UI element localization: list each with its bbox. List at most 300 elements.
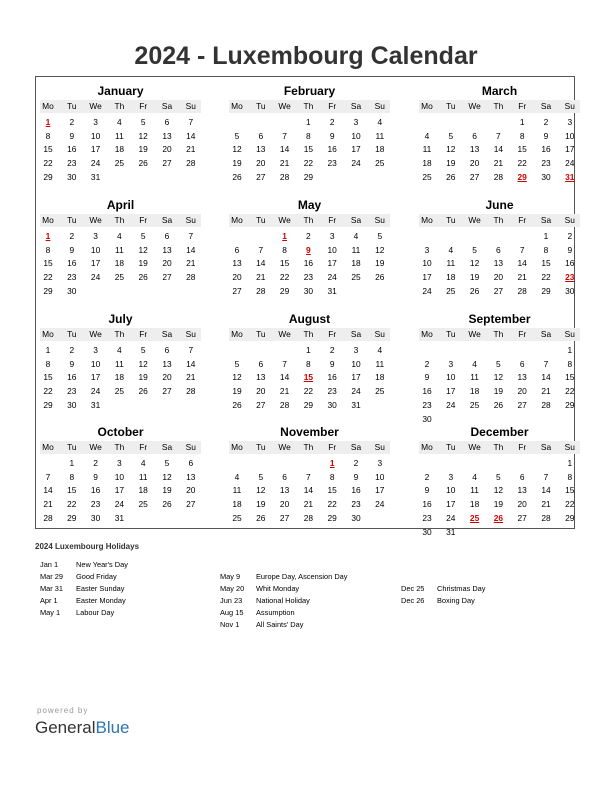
day-cell: 15 [67, 485, 77, 496]
day-cell: 29 [279, 285, 290, 296]
day-cell: 2 [329, 117, 335, 127]
day-cell: 17 [422, 272, 432, 283]
day-cell: 5 [140, 117, 146, 127]
day-cell: 14 [279, 372, 290, 383]
weekday-label: Fr [139, 101, 148, 111]
day-cell: 5 [496, 358, 501, 369]
weekday-label: Su [564, 329, 575, 339]
day-cell: 17 [446, 499, 456, 510]
day-cell: 7 [282, 358, 287, 369]
weekday-label: Fr [328, 329, 337, 339]
day-cell: 2 [424, 358, 430, 369]
weekday-label: Sa [350, 101, 362, 111]
day-cell: 2 [567, 231, 573, 241]
day-cell: 17 [114, 485, 125, 496]
day-cell: 19 [446, 158, 456, 169]
day-cell: 11 [351, 244, 361, 255]
month-name: October [97, 425, 144, 439]
holiday-name: Easter Sunday [76, 584, 125, 593]
day-cell: 28 [256, 285, 266, 296]
day-cell: 25 [446, 285, 456, 296]
day-cell: 23 [422, 512, 432, 523]
day-cell: 24 [90, 386, 101, 397]
weekday-label: Sa [350, 215, 362, 225]
day-cell: 15 [43, 258, 53, 269]
day-cell: 19 [469, 272, 480, 283]
day-cell: 6 [234, 244, 240, 255]
day-cell: 23 [67, 272, 77, 283]
weekday-label: Fr [139, 442, 148, 452]
day-cell: 21 [517, 272, 527, 283]
day-cell: 3 [448, 358, 454, 369]
day-cell: 11 [232, 485, 242, 496]
day-cell: 2 [306, 231, 311, 241]
day-cell: 4 [472, 358, 477, 369]
month-april [40, 191, 201, 304]
weekday-label: Mo [42, 101, 54, 111]
day-cell: 24 [327, 272, 337, 283]
weekday-label: Sa [161, 101, 173, 111]
weekday-label: Mo [421, 101, 433, 111]
day-cell: 16 [565, 258, 575, 269]
holiday-name: Boxing Day [437, 596, 475, 605]
day-cell: 31 [90, 399, 101, 410]
day-cell: 17 [375, 485, 385, 496]
day-cell: 26 [232, 399, 242, 410]
day-cell: 29 [541, 285, 551, 296]
day-cell: 26 [446, 171, 456, 182]
weekday-label: Su [374, 442, 385, 452]
weekday-label: Tu [256, 442, 266, 452]
day-cell: 30 [422, 526, 432, 537]
day-cell: 9 [424, 372, 430, 383]
weekday-label: We [468, 329, 481, 339]
day-cell: 22 [43, 386, 53, 397]
day-cell: 3 [93, 345, 98, 355]
day-cell: 26 [138, 272, 148, 283]
day-cell: 23 [327, 158, 337, 169]
weekday-label: Fr [328, 215, 337, 225]
day-cell: 14 [303, 485, 314, 496]
weekday-label: Th [114, 442, 125, 452]
day-cell: 28 [541, 399, 551, 410]
weekday-label: Sa [540, 215, 552, 225]
day-cell: 10 [565, 130, 575, 141]
day-cell: 12 [162, 471, 172, 482]
day-cell: 5 [258, 471, 264, 482]
weekday-label: Mo [421, 215, 433, 225]
day-cell: 9 [69, 244, 75, 255]
day-cell: 22 [279, 272, 290, 283]
day-cell: 2 [543, 117, 549, 127]
weekday-label: Sa [350, 329, 362, 339]
day-cell: 6 [164, 117, 170, 127]
day-cell: 26 [138, 158, 148, 169]
day-cell: 14 [186, 130, 196, 141]
day-cell: 7 [306, 471, 311, 482]
weekday-label: Mo [231, 329, 243, 339]
day-cell: 15 [565, 372, 575, 383]
day-cell: 29 [43, 171, 53, 182]
holiday-name: Assumption [256, 608, 295, 617]
day-cell: 21 [186, 144, 196, 155]
day-cell: 10 [422, 258, 432, 269]
day-cell: 25 [469, 399, 480, 410]
day-cell: 21 [279, 158, 290, 169]
day-cell: 23 [422, 399, 432, 410]
day-cell: 27 [232, 285, 242, 296]
month-september [419, 305, 580, 424]
month-name: November [280, 425, 339, 439]
day-cell: 4 [448, 244, 454, 255]
day-cell: 20 [279, 499, 290, 510]
day-cell: 9 [93, 471, 98, 482]
day-cell: 29 [43, 285, 53, 296]
day-cell: 6 [258, 130, 264, 141]
weekday-label: Fr [518, 215, 527, 225]
day-cell: 23 [351, 499, 361, 510]
day-cell: 28 [303, 512, 314, 523]
day-cell: 23 [67, 386, 77, 397]
day-cell: 5 [377, 231, 383, 241]
weekday-label: Th [303, 329, 314, 339]
day-cell: 23 [541, 158, 551, 169]
day-cell: 21 [541, 386, 551, 397]
day-cell: 1 [45, 345, 51, 355]
holiday-name: New Year's Day [76, 560, 128, 569]
day-cell: 28 [493, 171, 504, 182]
day-cell: 10 [327, 244, 337, 255]
day-cell: 8 [45, 358, 51, 369]
day-cell: 28 [279, 171, 290, 182]
weekday-label: Fr [518, 442, 527, 452]
day-cell: 29 [303, 399, 314, 410]
weekday-label: Fr [328, 442, 337, 452]
day-cell: 6 [258, 358, 264, 369]
day-cell: 11 [138, 471, 148, 482]
day-cell: 30 [541, 171, 551, 182]
day-cell: 10 [446, 485, 456, 496]
day-cell: 27 [517, 512, 527, 523]
day-cell: 15 [565, 485, 575, 496]
month-june [419, 191, 580, 304]
day-cell: 16 [90, 485, 101, 496]
day-cell: 30 [67, 171, 77, 182]
holiday-day-cell: 23 [565, 272, 575, 283]
day-cell: 8 [567, 471, 573, 482]
day-cell: 9 [69, 130, 75, 141]
day-cell: 10 [351, 358, 361, 369]
day-cell: 26 [493, 399, 504, 410]
day-cell: 20 [162, 372, 172, 383]
day-cell: 4 [117, 231, 122, 241]
day-cell: 2 [93, 458, 98, 468]
day-cell: 18 [114, 144, 125, 155]
weekday-label: Su [374, 101, 385, 111]
day-cell: 13 [232, 258, 242, 269]
day-cell: 3 [353, 345, 359, 355]
day-cell: 16 [422, 499, 432, 510]
day-cell: 8 [519, 130, 525, 141]
day-cell: 3 [448, 471, 454, 482]
day-cell: 12 [256, 485, 266, 496]
day-cell: 14 [186, 358, 196, 369]
logo-blue-text: Blue [95, 718, 130, 737]
day-cell: 3 [353, 117, 359, 127]
day-cell: 16 [67, 144, 77, 155]
month-name: December [470, 425, 529, 439]
day-cell: 11 [470, 485, 479, 496]
day-cell: 8 [329, 471, 335, 482]
month-march [419, 77, 580, 190]
weekday-label: Th [493, 101, 504, 111]
weekday-label: Su [185, 442, 196, 452]
day-cell: 8 [306, 358, 311, 369]
holiday-name: Europe Day, Ascension Day [256, 572, 348, 581]
day-cell: 25 [351, 272, 361, 283]
day-cell: 5 [164, 458, 170, 468]
month-january [40, 77, 201, 190]
day-cell: 24 [446, 399, 456, 410]
day-cell: 27 [469, 171, 480, 182]
day-cell: 11 [375, 358, 385, 369]
weekday-label: We [278, 101, 291, 111]
weekday-label: Th [493, 215, 504, 225]
day-cell: 26 [232, 171, 242, 182]
day-cell: 16 [422, 386, 432, 397]
day-cell: 16 [327, 372, 337, 383]
day-cell: 20 [256, 158, 266, 169]
day-cell: 19 [162, 485, 172, 496]
day-cell: 16 [67, 372, 77, 383]
day-cell: 1 [306, 117, 311, 127]
day-cell: 21 [279, 386, 290, 397]
day-cell: 22 [303, 158, 314, 169]
day-cell: 7 [45, 471, 51, 482]
day-cell: 26 [469, 285, 480, 296]
month-name: March [481, 84, 518, 98]
day-cell: 28 [541, 512, 551, 523]
day-cell: 7 [543, 358, 549, 369]
weekday-label: Su [564, 101, 575, 111]
day-cell: 10 [90, 244, 101, 255]
weekday-label: We [468, 101, 481, 111]
day-cell: 30 [327, 399, 337, 410]
day-cell: 31 [114, 512, 125, 523]
day-cell: 21 [186, 258, 196, 269]
day-cell: 11 [422, 144, 432, 155]
weekday-label: Sa [161, 329, 173, 339]
day-cell: 18 [351, 258, 361, 269]
day-cell: 24 [90, 272, 101, 283]
month-november [229, 418, 390, 531]
holiday-name: Labour Day [76, 608, 115, 617]
weekday-label: We [89, 442, 102, 452]
day-cell: 16 [67, 258, 77, 269]
day-cell: 24 [114, 499, 125, 510]
day-cell: 5 [234, 130, 240, 141]
day-cell: 30 [67, 399, 77, 410]
day-cell: 5 [140, 345, 146, 355]
month-name: April [106, 198, 135, 212]
day-cell: 12 [446, 144, 456, 155]
day-cell: 5 [472, 244, 477, 255]
holiday-day-cell: 1 [45, 231, 51, 241]
day-cell: 18 [138, 485, 148, 496]
day-cell: 17 [90, 372, 101, 383]
month-name: September [468, 312, 531, 326]
day-cell: 10 [375, 471, 385, 482]
month-may [229, 191, 390, 304]
day-cell: 17 [90, 144, 101, 155]
generalblue-logo[interactable] [35, 718, 130, 738]
day-cell: 16 [351, 485, 361, 496]
day-cell: 14 [279, 144, 290, 155]
day-cell: 31 [327, 285, 337, 296]
day-cell: 16 [541, 144, 551, 155]
day-cell: 7 [258, 244, 264, 255]
day-cell: 26 [375, 272, 385, 283]
day-cell: 17 [90, 258, 101, 269]
day-cell: 23 [303, 272, 314, 283]
holiday-date: May 9 [220, 572, 241, 581]
day-cell: 30 [67, 285, 77, 296]
day-cell: 22 [541, 272, 551, 283]
day-cell: 18 [375, 144, 385, 155]
weekday-label: Mo [42, 442, 54, 452]
day-cell: 20 [469, 158, 480, 169]
powered-by-label: powered by [37, 706, 89, 715]
day-cell: 6 [519, 471, 525, 482]
day-cell: 12 [232, 372, 242, 383]
weekday-label: Mo [231, 215, 243, 225]
day-cell: 1 [543, 231, 549, 241]
day-cell: 21 [256, 272, 266, 283]
weekday-label: Tu [446, 101, 456, 111]
day-cell: 18 [375, 372, 385, 383]
day-cell: 27 [493, 285, 504, 296]
day-cell: 18 [114, 258, 125, 269]
day-cell: 24 [90, 158, 101, 169]
day-cell: 3 [567, 117, 573, 127]
day-cell: 1 [519, 117, 525, 127]
holiday-date: Aug 15 [220, 608, 244, 617]
day-cell: 20 [493, 272, 504, 283]
weekday-label: Tu [256, 329, 266, 339]
day-cell: 25 [422, 171, 432, 182]
holiday-day-cell: 1 [329, 458, 335, 468]
day-cell: 15 [327, 485, 337, 496]
holiday-date: Mar 29 [40, 572, 64, 581]
day-cell: 4 [353, 231, 359, 241]
calendar-grid [35, 76, 575, 537]
holiday-day-cell: 25 [469, 512, 480, 523]
day-cell: 25 [375, 158, 385, 169]
weekday-label: Mo [421, 329, 433, 339]
month-name: July [108, 312, 133, 326]
day-cell: 24 [375, 499, 385, 510]
day-cell: 15 [43, 372, 53, 383]
weekday-label: Su [185, 215, 196, 225]
day-cell: 25 [138, 499, 148, 510]
day-cell: 25 [114, 386, 125, 397]
weekday-label: Sa [161, 215, 173, 225]
weekday-label: Fr [139, 329, 148, 339]
month-october [40, 418, 201, 531]
day-cell: 30 [351, 512, 361, 523]
day-cell: 30 [90, 512, 101, 523]
day-cell: 6 [164, 345, 170, 355]
day-cell: 25 [114, 272, 125, 283]
day-cell: 22 [43, 272, 53, 283]
day-cell: 26 [162, 499, 172, 510]
day-cell: 14 [186, 244, 196, 255]
day-cell: 11 [115, 358, 124, 369]
day-cell: 8 [282, 244, 287, 255]
weekday-label: Tu [67, 215, 77, 225]
day-cell: 12 [493, 485, 504, 496]
day-cell: 21 [541, 499, 551, 510]
day-cell: 17 [351, 144, 361, 155]
weekday-label: Fr [139, 215, 148, 225]
day-cell: 13 [162, 130, 172, 141]
day-cell: 5 [140, 231, 146, 241]
day-cell: 17 [351, 372, 361, 383]
holiday-date: May 1 [40, 608, 61, 617]
weekday-label: Th [493, 442, 504, 452]
day-cell: 9 [329, 358, 335, 369]
weekday-label: Su [374, 215, 385, 225]
day-cell: 23 [327, 386, 337, 397]
day-cell: 4 [472, 471, 477, 482]
day-cell: 18 [446, 272, 456, 283]
weekday-label: Th [303, 215, 314, 225]
day-cell: 31 [446, 526, 456, 537]
day-cell: 13 [493, 258, 504, 269]
month-name: June [485, 198, 514, 212]
day-cell: 20 [256, 386, 266, 397]
holiday-name: All Saints' Day [256, 620, 304, 629]
day-cell: 7 [519, 244, 525, 255]
holiday-day-cell: 15 [303, 372, 314, 383]
day-cell: 15 [279, 258, 290, 269]
day-cell: 13 [279, 485, 290, 496]
day-cell: 20 [232, 272, 242, 283]
day-cell: 13 [186, 471, 196, 482]
day-cell: 9 [69, 358, 75, 369]
day-cell: 8 [69, 471, 75, 482]
day-cell: 22 [67, 499, 77, 510]
day-cell: 11 [446, 258, 456, 269]
day-cell: 20 [517, 386, 527, 397]
weekday-label: Mo [421, 442, 433, 452]
day-cell: 18 [232, 499, 242, 510]
day-cell: 12 [138, 358, 148, 369]
day-cell: 8 [306, 130, 311, 141]
day-cell: 24 [351, 158, 361, 169]
day-cell: 8 [45, 244, 51, 255]
day-cell: 6 [496, 244, 501, 255]
holiday-date: Dec 26 [401, 596, 425, 605]
day-cell: 7 [188, 117, 194, 127]
day-cell: 18 [114, 372, 125, 383]
day-cell: 19 [256, 499, 266, 510]
weekday-label: Tu [67, 442, 77, 452]
weekday-label: Th [114, 329, 125, 339]
holiday-date: Mar 31 [40, 584, 64, 593]
weekday-label: Mo [42, 329, 54, 339]
day-cell: 17 [565, 144, 575, 155]
